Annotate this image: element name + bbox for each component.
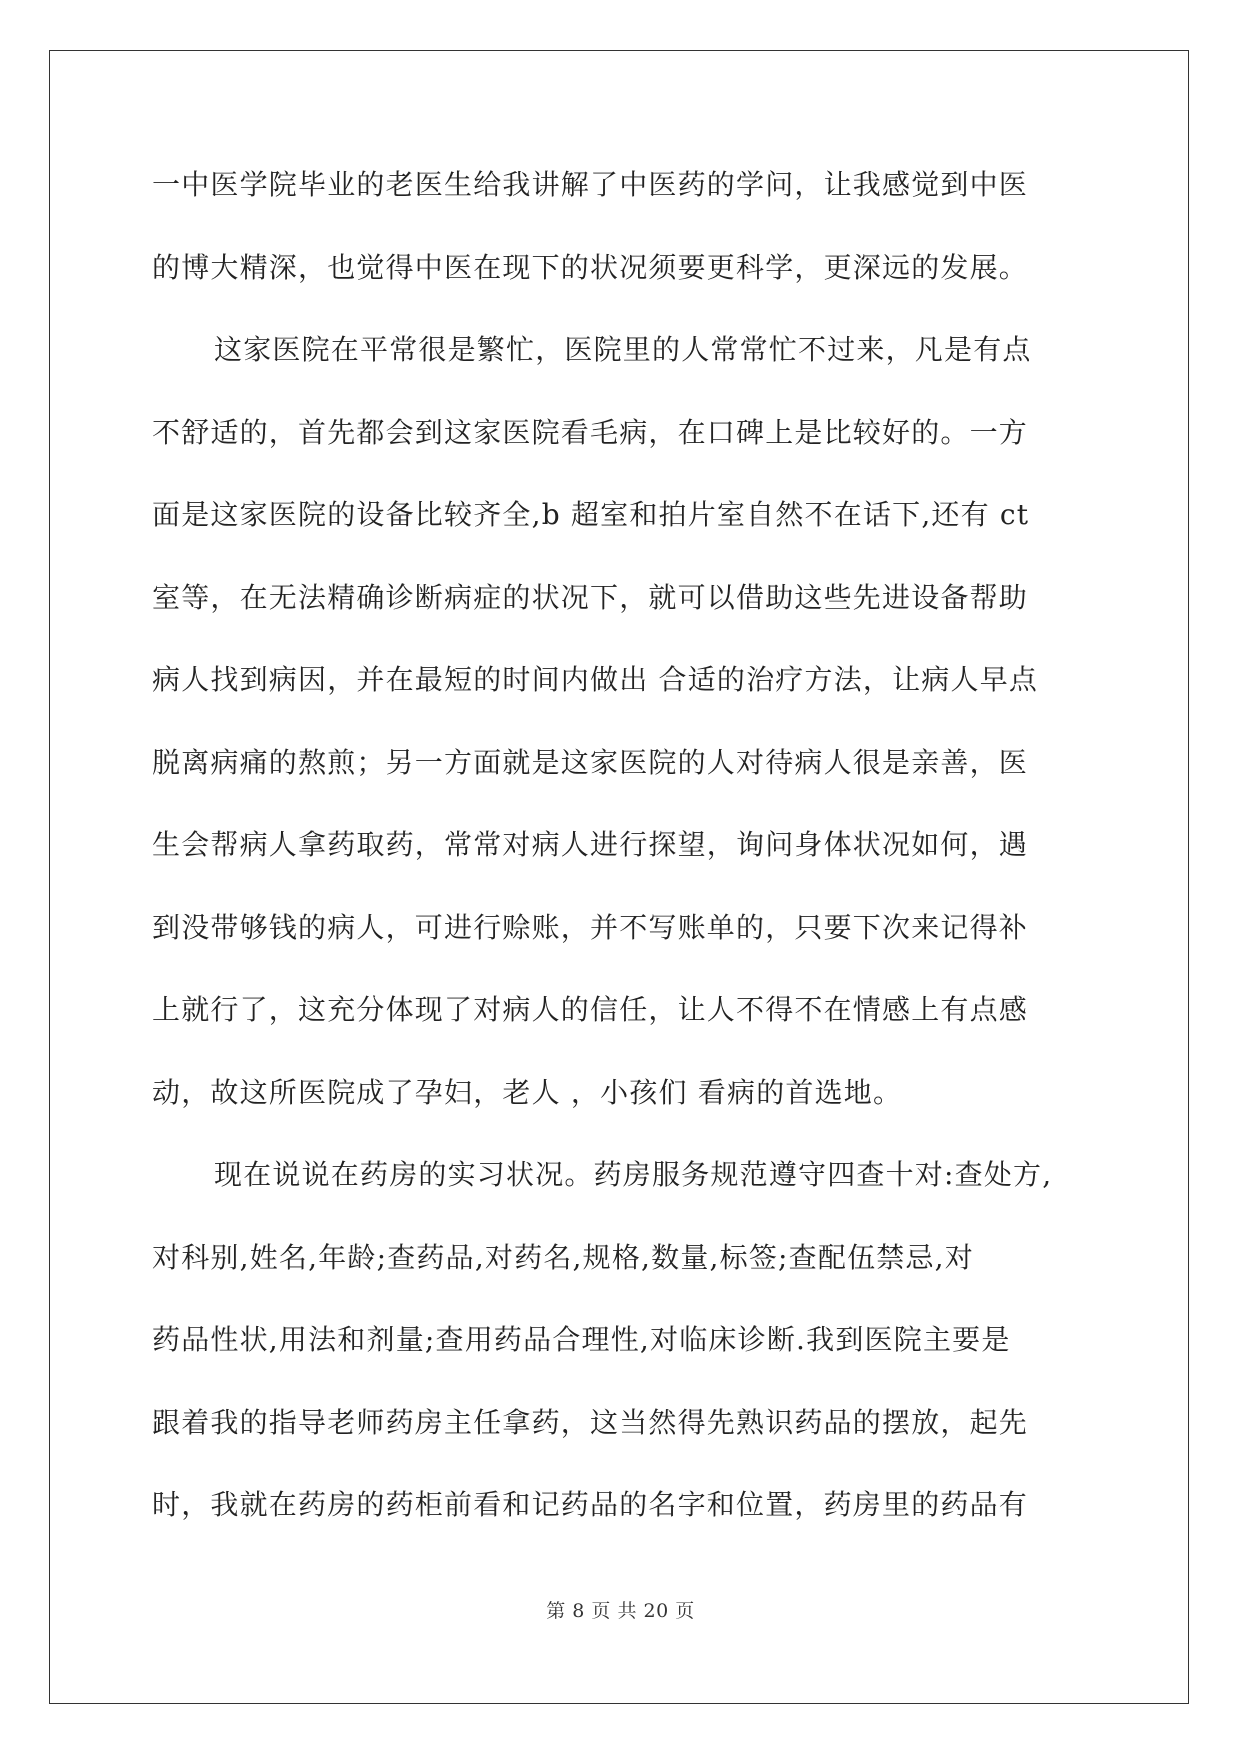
text-line: 这家医院在平常很是繁忙，医院里的人常常忙不过来，凡是有点 [214,333,1032,366]
text-line: 药品性状,用法和剂量;查用药品合理性,对临床诊断.我到医院主要是 [152,1323,1011,1356]
text-line: 时，我就在药房的药柜前看和记药品的名字和位置，药房里的药品有 [152,1488,1029,1521]
text-line: 上就行了，这充分体现了对病人的信任，让人不得不在情感上有点感 [152,993,1029,1026]
text-line: 不舒适的，首先都会到这家医院看毛病，在口碑上是比较好的。一方 [152,415,1029,449]
text-line: 的博大精深，也觉得中医在现下的状况须要更科学，更深远的发展。 [152,250,1029,284]
body-text [152,155,1087,1558]
text-line: 室等，在无法精确诊断病症的状况下，就可以借助这些先进设备帮助 [152,580,1029,614]
text-line: 一中医学院毕业的老医生给我讲解了中医药的学问，让我感觉到中医 [152,168,1029,201]
text-line: 脱离病痛的熬煎；另一方面就是这家医院的人对待病人很是亲善，医 [152,745,1029,779]
text-line: 跟着我的指导老师药房主任拿药，这当然得先熟识药品的摆放，起先 [152,1405,1029,1439]
text-line: 病人找到病因，并在最短的时间内做出 合适的治疗方法，让病人早点 [152,663,1039,696]
text-line: 生会帮病人拿药取药，常常对病人进行探望，询问身体状况如何，遇 [152,828,1029,861]
text-line: 现在说说在药房的实习状况。药房服务规范遵守四查十对:查处方, [214,1158,1053,1191]
text-line: 动，故这所医院成了孕妇，老人 ，小孩们 看病的首选地。 [152,1075,903,1109]
text-line: 面是这家医院的设备比较齐全,b 超室和拍片室自然不在话下,还有 ct [152,498,1030,531]
text-line: 到没带够钱的病人，可进行赊账，并不写账单的，只要下次来记得补 [152,910,1029,944]
page-number-footer: 第 8 页 共 20 页 [546,1600,695,1622]
text-line: 对科别,姓名,年龄;查药品,对药名,规格,数量,标签;查配伍禁忌,对 [152,1240,974,1274]
